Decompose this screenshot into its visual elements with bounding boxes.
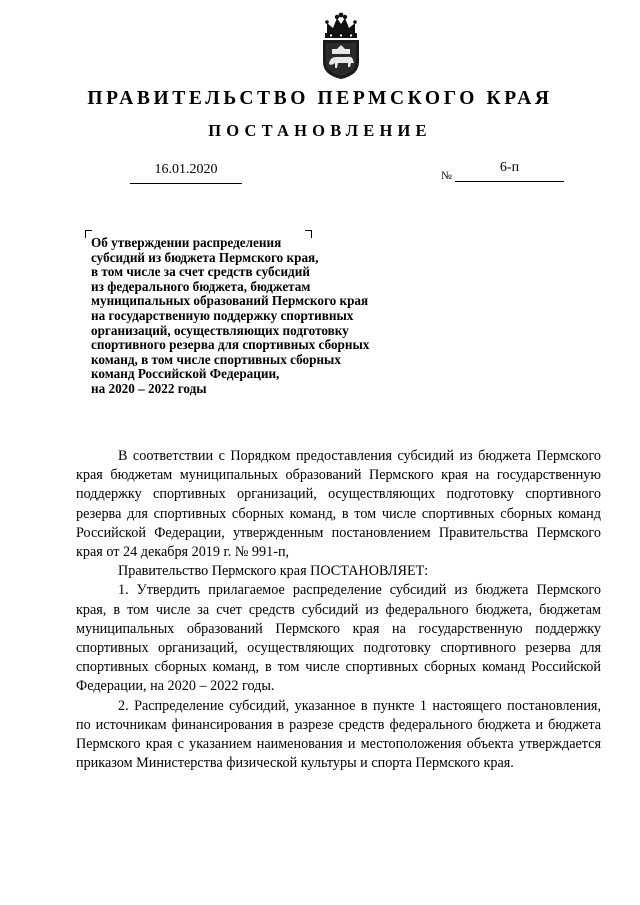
- subject-line: на государственную поддержку спортивных: [91, 307, 354, 323]
- document-type: ПОСТАНОВЛЕНИЕ: [208, 121, 432, 140]
- subject-line: Об утверждении распределения: [91, 235, 282, 250]
- subject-line: команд Российской Федерации,: [91, 366, 280, 382]
- number-label: №: [441, 170, 452, 182]
- subject-line: муниципальных образований Пермского края: [91, 293, 369, 309]
- item-1-paragraph: 1. Утвердить прилагаемое распределение субсидий из бюджета Пермского края, в том числе за счет средств субсидий из федерального бюджета, бюджетам муниципальных образований Пермского края на государственную поддержку спортивных организаций, осуществляющих подготовку спортивного резерва для спортивных сборных команд, в том числе спортивных сборных команд Российской Федерации, на 2020 – 2022 годы.: [76, 582, 601, 695]
- subject-line: спортивного резерва для спортивных сборных: [91, 337, 370, 353]
- document-subject: [91, 236, 431, 397]
- subject-line: в том числе за счет средств субсидий: [91, 264, 310, 280]
- preamble-paragraph: В соответствии с Порядком предоставления субсидий из бюджета Пермского края бюджетам муниципальных образований Пермского края на государственную поддержку спортивных организаций, осуществляющих подготовку спортивного резерва для спортивных сборных команд, в том числе спортивных сборных команд Российской Федерации, утвержденным постановлением Правительства Пермского края от 24 декабря 2019 г. № 991-п,: [76, 448, 601, 561]
- coat-of-arms-icon: [318, 12, 364, 80]
- government-title: ПРАВИТЕЛЬСТВО ПЕРМСКОГО КРАЯ: [87, 88, 553, 109]
- decree-paragraph: Правительство Пермского края ПОСТАНОВЛЯЕТ:: [118, 563, 429, 580]
- document-number: 6-п: [455, 160, 564, 182]
- subject-line: организаций, осуществляющих подготовку: [91, 322, 349, 338]
- subject-line: на 2020 – 2022 годы: [91, 380, 207, 396]
- document-body: [76, 447, 601, 773]
- subject-line: из федерального бюджета, бюджетам: [91, 278, 311, 294]
- document-date: 16.01.2020: [130, 162, 242, 184]
- item-2-paragraph: 2. Распределение субсидий, указанное в пункте 1 настоящего постановления, по источникам финансирования в разрезе средств федерального бюджета и бюджета Пермского края с указанием наименования и местоположения объекта утверждается приказом Министерства физической культуры и спорта Пермского края.: [76, 697, 601, 772]
- subject-line: команд, в том числе спортивных сборных: [91, 351, 341, 367]
- subject-line: субсидий из бюджета Пермского края,: [91, 249, 319, 265]
